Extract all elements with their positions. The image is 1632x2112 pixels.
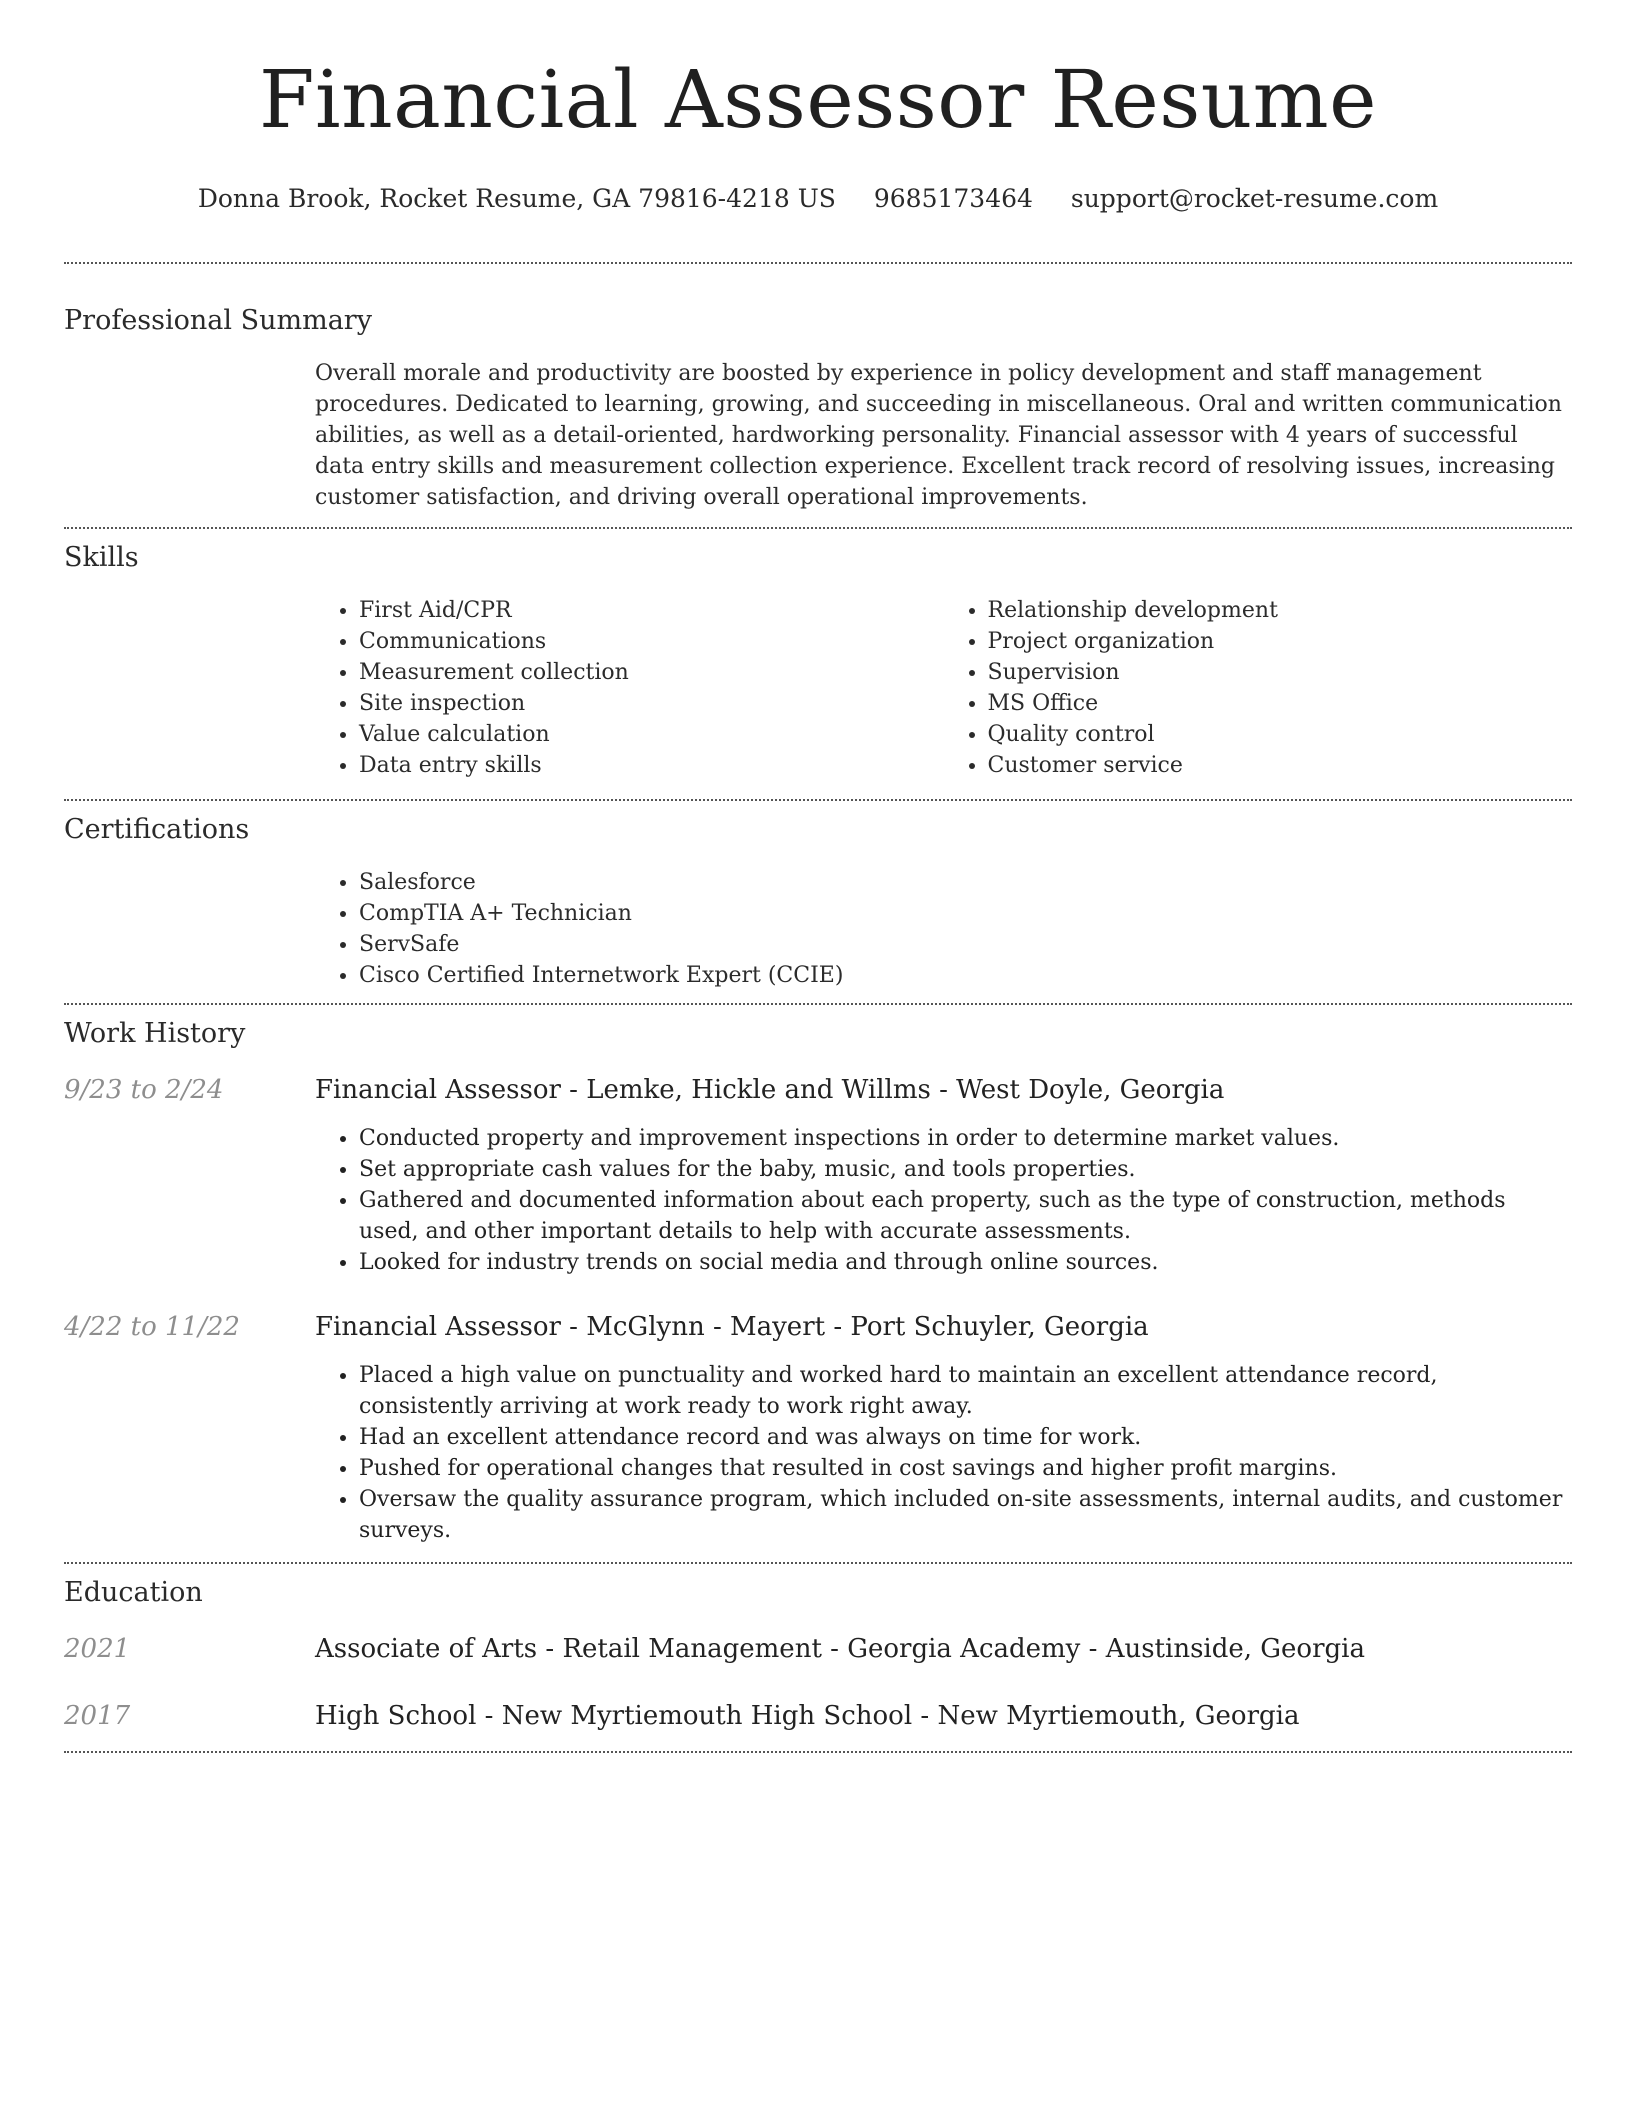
education-entry-body [315, 1632, 1572, 1666]
education-section [64, 1564, 1572, 1733]
list-item: • Pushed for operational changes that resulted in cost savings and higher profit margins. [359, 1453, 1572, 1484]
list-item: • Data entry skills [359, 750, 944, 781]
list-item: • ServSafe [359, 929, 1572, 960]
section-title-summary: Professional Summary [64, 305, 372, 336]
list-item: • Customer service [988, 750, 1573, 781]
contact-address: Donna Brook, Rocket Resume, GA 79816-4218 US [197, 184, 836, 213]
work-entry [64, 1310, 1572, 1546]
certifications-content [315, 867, 1572, 991]
skills-column-left [315, 595, 944, 781]
section-title-skills: Skills [64, 542, 139, 573]
list-item: • Communications [359, 626, 944, 657]
education-year: 2017 [64, 1701, 131, 1731]
list-item: • Salesforce [359, 867, 1572, 898]
certifications-section [64, 801, 1572, 991]
contact-phone: 9685173464 [873, 184, 1033, 213]
list-item: • Measurement collection [359, 657, 944, 688]
certifications-list [315, 867, 1572, 991]
work-entry [64, 1073, 1572, 1278]
work-dates: 4/22 to 11/22 [64, 1312, 240, 1342]
section-title-education: Education [64, 1577, 203, 1608]
list-item: • Value calculation [359, 719, 944, 750]
work-section [64, 1005, 1572, 1546]
education-entry-body [315, 1699, 1572, 1733]
list-item: • Gathered and documented information about each property, such as the type of construction, methods used, and other important details to help with accurate assessments. [359, 1185, 1572, 1247]
list-item: • Supervision [988, 657, 1573, 688]
work-entry-body [315, 1073, 1572, 1278]
education-title: High School - New Myrtiemouth High School - New Myrtiemouth, Georgia [315, 1701, 1300, 1731]
list-item: • Looked for industry trends on social media and through online sources. [359, 1247, 1572, 1278]
list-item: • Placed a high value on punctuality and worked hard to maintain an excellent attendance record, consistently arriving at work ready to work right away. [359, 1360, 1572, 1422]
job-bullets [315, 1123, 1572, 1278]
resume-title: Financial Assessor Resume [259, 53, 1377, 146]
list-item: • CompTIA A+ Technician [359, 898, 1572, 929]
education-year: 2021 [64, 1634, 131, 1664]
skills-section [64, 529, 1572, 781]
divider [64, 1751, 1572, 1753]
section-title-certifications: Certifications [64, 814, 250, 845]
job-title: Financial Assessor - Lemke, Hickle and Willms - West Doyle, Georgia [315, 1075, 1225, 1105]
list-item: • Had an excellent attendance record and was always on time for work. [359, 1422, 1572, 1453]
list-item: • Relationship development [988, 595, 1573, 626]
list-item: • Project organization [988, 626, 1573, 657]
skills-list [315, 595, 1572, 781]
work-dates: 9/23 to 2/24 [64, 1075, 224, 1105]
skills-column-right [944, 595, 1573, 781]
list-item: • Cisco Certified Internetwork Expert (CCIE) [359, 960, 1572, 991]
list-item: • Site inspection [359, 688, 944, 719]
education-entry [64, 1632, 1572, 1666]
list-item: • Quality control [988, 719, 1573, 750]
section-title-work: Work History [64, 1018, 246, 1049]
job-title: Financial Assessor - McGlynn - Mayert - Port Schuyler, Georgia [315, 1312, 1149, 1342]
list-item: • MS Office [988, 688, 1573, 719]
contact-line [64, 184, 1572, 214]
list-item: • Oversaw the quality assurance program, which included on-site assessments, internal audits, and customer surveys. [359, 1484, 1572, 1546]
summary-content [315, 358, 1572, 513]
contact-email: support@rocket-resume.com [1070, 184, 1439, 213]
summary-text: Overall morale and productivity are boosted by experience in policy development and staff management procedures. Dedicated to learning, growing, and succeeding in miscellaneous. Oral and written communication abilities, as well as a detail-oriented, hardworking personality. Financial assessor with 4 years of successful data entry skills and measurement collection experience. Excellent track record of resolving issues, increasing customer satisfaction, and driving overall operational improvements. [315, 361, 1562, 510]
list-item: • Set appropriate cash values for the baby, music, and tools properties. [359, 1154, 1572, 1185]
summary-section [64, 264, 1572, 513]
education-title: Associate of Arts - Retail Management - Georgia Academy - Austinside, Georgia [315, 1634, 1365, 1664]
work-entry-body [315, 1310, 1572, 1546]
resume-page [64, 0, 1572, 1753]
list-item: • Conducted property and improvement inspections in order to determine market values. [359, 1123, 1572, 1154]
job-bullets [315, 1360, 1572, 1546]
education-entry [64, 1699, 1572, 1733]
list-item: • First Aid/CPR [359, 595, 944, 626]
